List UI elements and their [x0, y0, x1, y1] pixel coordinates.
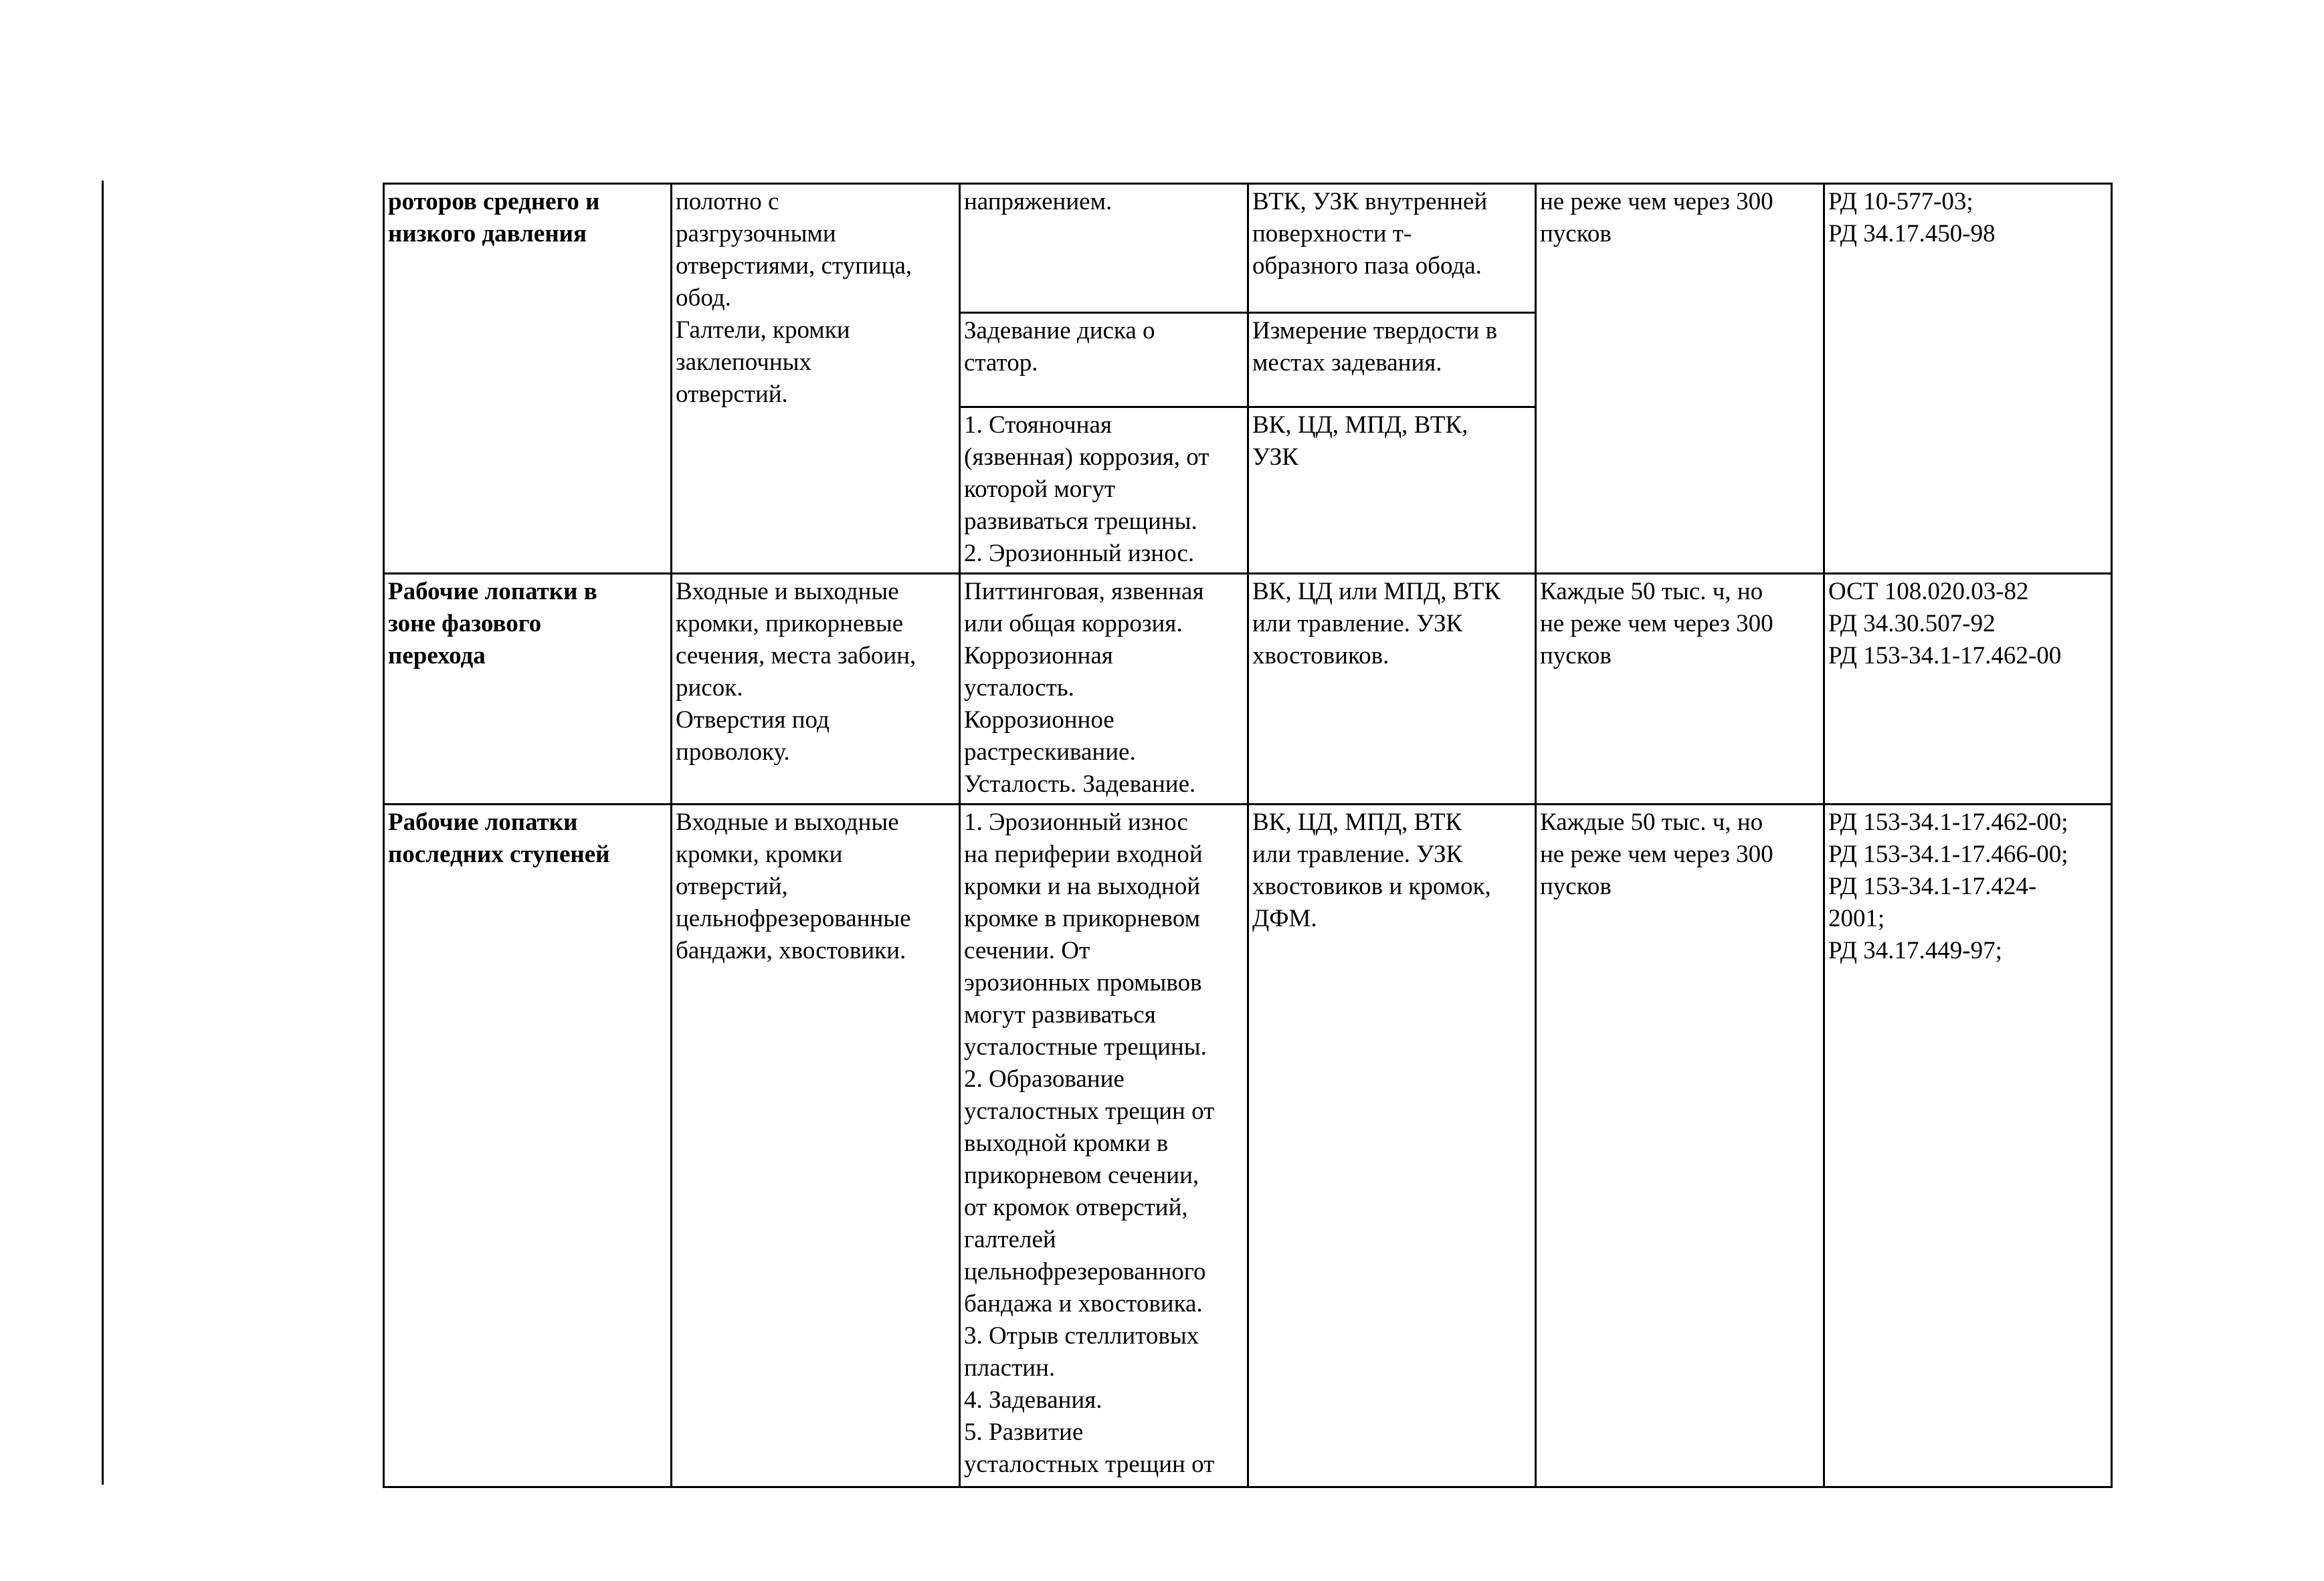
text-line: Измерение твердости в — [1252, 317, 1498, 344]
damage-cell — [960, 805, 1248, 1487]
text-line: РД 34.17.449-97; — [1828, 937, 2002, 964]
docs-cell — [1824, 805, 2112, 1487]
text-line: эрозионных промывов — [964, 969, 1202, 996]
text-line: статор. — [964, 349, 1038, 377]
text-line: ВК, ЦД, МПД, ВТК — [1252, 809, 1462, 836]
text-line: 1. Стояночная — [964, 411, 1112, 439]
text-line: от кромок отверстий, — [964, 1194, 1188, 1221]
text-line: могут развиваться — [964, 1001, 1156, 1029]
left-margin-rule — [102, 181, 104, 1485]
text-line: поверхности т- — [1252, 220, 1412, 247]
text-line: Галтели, кромки — [676, 316, 850, 344]
text-line: ВК, ЦД, МПД, ВТК, — [1252, 411, 1468, 439]
zones-cell — [672, 574, 960, 805]
text-line: хвостовиков и кромок, — [1252, 873, 1491, 900]
text-line: 3. Отрыв стеллитовых — [964, 1322, 1199, 1350]
zones-cell — [672, 184, 960, 574]
text-line: РД 34.17.450-98 — [1828, 220, 1996, 247]
text-line: кромки, прикорневые — [676, 610, 904, 637]
text-line: полотно с — [676, 188, 779, 215]
text-line: Коррозионное — [964, 706, 1115, 734]
text-line: хвостовиков. — [1252, 642, 1389, 669]
text-line: на периферии входной — [964, 841, 1203, 868]
text-line: сечении. От — [964, 937, 1090, 964]
text-line: или травление. УЗК — [1252, 610, 1463, 637]
docs-cell — [1824, 184, 2112, 574]
text-line: последних ступеней — [388, 841, 610, 868]
text-line: зоне фазового — [388, 610, 542, 637]
text-line: образного паза обода. — [1252, 252, 1482, 280]
text-line: 2. Эрозионный износ. — [964, 540, 1195, 567]
text-line: Усталость. Задевание. — [964, 770, 1196, 798]
text-line: РД 153-34.1-17.462-00; — [1828, 809, 2068, 836]
text-line: ОСТ 108.020.03-82 — [1828, 578, 2029, 605]
method-cell — [1248, 313, 1536, 407]
element-cell — [384, 574, 672, 805]
text-line: усталостных трещин от — [964, 1097, 1215, 1125]
table-row — [384, 184, 2112, 313]
text-line: РД 153-34.1-17.424- — [1828, 873, 2037, 900]
damage-cell — [960, 184, 1248, 313]
text-line: Питтинговая, язвенная — [964, 578, 1204, 605]
text-line: рисок. — [676, 674, 743, 702]
docs-cell — [1824, 574, 2112, 805]
text-line: 4. Задевания. — [964, 1386, 1102, 1414]
text-line: Каждые 50 тыс. ч, но — [1540, 578, 1763, 605]
text-line: перехода — [388, 642, 486, 669]
text-line: ВТК, УЗК внутренней — [1252, 188, 1488, 215]
text-line: цельнофрезерованного — [964, 1258, 1206, 1285]
text-line: напряжением. — [964, 188, 1112, 215]
text-line: пусков — [1540, 220, 1612, 247]
text-line: 1. Эрозионный износ — [964, 809, 1188, 836]
text-line: отверстий. — [676, 381, 788, 408]
method-cell — [1248, 407, 1536, 574]
damage-cell — [960, 313, 1248, 407]
method-cell — [1248, 805, 1536, 1487]
text-line: 5. Развитие — [964, 1418, 1084, 1446]
text-line: Рабочие лопатки — [388, 809, 578, 836]
text-line: Входные и выходные — [676, 578, 899, 605]
text-line: галтелей — [964, 1226, 1056, 1253]
text-line: усталостные трещины. — [964, 1033, 1207, 1061]
text-line: РД 153-34.1-17.466-00; — [1828, 841, 2068, 868]
damage-cell — [960, 574, 1248, 805]
text-line: Каждые 50 тыс. ч, но — [1540, 809, 1763, 836]
text-line: пусков — [1540, 873, 1612, 900]
table-row — [384, 805, 2112, 1487]
method-cell — [1248, 184, 1536, 313]
text-line: (язвенная) коррозия, от — [964, 443, 1209, 471]
text-line: местах задевания. — [1252, 349, 1442, 377]
text-line: пусков — [1540, 642, 1612, 669]
text-line: усталостных трещин от — [964, 1451, 1215, 1478]
text-line: не реже чем через 300 — [1540, 188, 1773, 215]
text-line: Рабочие лопатки в — [388, 578, 597, 605]
text-line: бандажа и хвостовика. — [964, 1290, 1203, 1318]
text-line: развиваться трещины. — [964, 508, 1197, 535]
text-line: кромке в прикорневом — [964, 905, 1200, 932]
text-line: отверстий, — [676, 873, 788, 900]
text-line: растрескивание. — [964, 738, 1136, 766]
inspection-table — [383, 183, 2113, 1488]
text-line: кромки и на выходной — [964, 873, 1201, 900]
text-line: низкого давления — [388, 220, 587, 247]
text-line: не реже чем через 300 — [1540, 841, 1773, 868]
text-line: заклепочных — [676, 348, 812, 376]
text-line: РД 10-577-03; — [1828, 188, 1973, 215]
text-line: разгрузочными — [676, 220, 836, 247]
text-line: прикорневом сечении, — [964, 1162, 1199, 1189]
text-line: пластин. — [964, 1354, 1056, 1382]
element-cell — [384, 805, 672, 1487]
text-line: роторов среднего и — [388, 188, 600, 215]
text-line: или травление. УЗК — [1252, 841, 1463, 868]
period-cell — [1536, 805, 1824, 1487]
text-line: проволоку. — [676, 738, 790, 766]
text-line: кромки, кромки — [676, 841, 843, 868]
text-line: Отверстия под — [676, 706, 830, 734]
method-cell — [1248, 574, 1536, 805]
text-line: усталость. — [964, 674, 1074, 702]
text-line: которой могут — [964, 476, 1116, 503]
text-line: Задевание диска о — [964, 317, 1155, 344]
period-cell — [1536, 574, 1824, 805]
text-line: 2001; — [1828, 905, 1885, 932]
text-line: 2. Образование — [964, 1065, 1125, 1093]
zones-cell — [672, 805, 960, 1487]
text-line: УЗК — [1252, 443, 1298, 471]
element-cell — [384, 184, 672, 574]
text-line: ДФМ. — [1252, 905, 1317, 932]
text-line: обод. — [676, 284, 731, 312]
text-line: или общая коррозия. — [964, 610, 1183, 637]
text-line: выходной кромки в — [964, 1130, 1169, 1157]
damage-cell — [960, 407, 1248, 574]
text-line: сечения, места забоин, — [676, 642, 916, 669]
table-row — [384, 574, 2112, 805]
text-line: Коррозионная — [964, 642, 1113, 669]
text-line: отверстиями, ступица, — [676, 252, 912, 280]
text-line: цельнофрезерованные — [676, 905, 911, 932]
text-line: РД 153-34.1-17.462-00 — [1828, 642, 2062, 669]
text-line: Входные и выходные — [676, 809, 899, 836]
text-line: не реже чем через 300 — [1540, 610, 1773, 637]
text-line: бандажи, хвостовики. — [676, 937, 906, 964]
text-line: ВК, ЦД или МПД, ВТК — [1252, 578, 1501, 605]
period-cell — [1536, 184, 1824, 574]
text-line: РД 34.30.507-92 — [1828, 610, 1996, 637]
